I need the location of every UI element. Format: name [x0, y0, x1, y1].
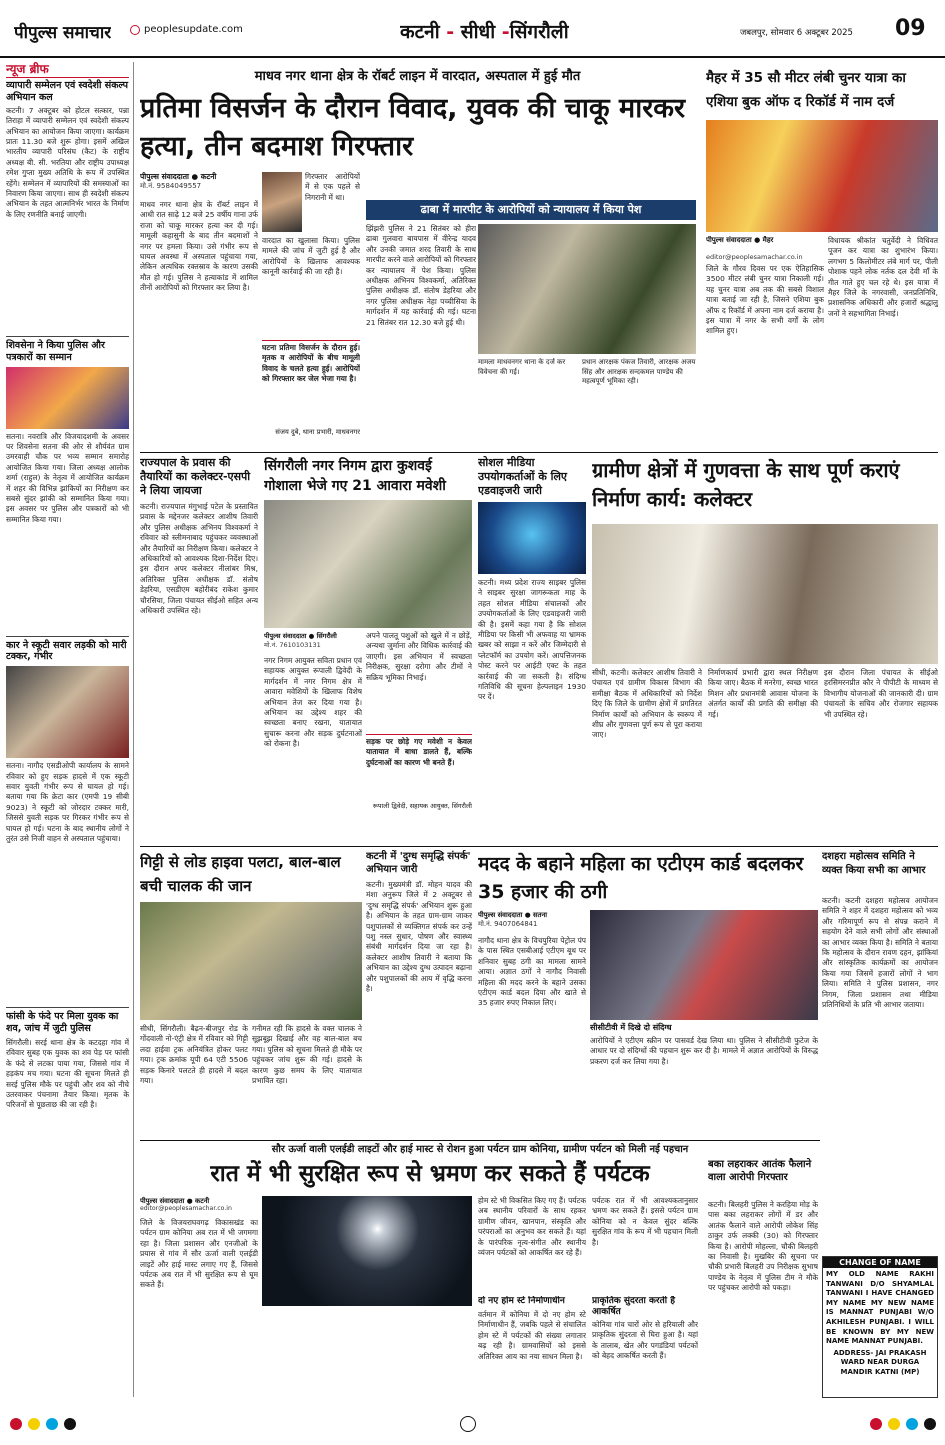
- dhaba-caption: मामला माधवनगर थाना के दर्ज कर विवेचना की गई।: [478, 358, 566, 376]
- dugdh-headline: कटनी में 'दुग्ध समृद्धि संपर्क' अभियान जारी: [366, 851, 471, 875]
- section-katni: कटनी: [400, 21, 440, 43]
- gaushala-quote-box: [366, 734, 472, 842]
- page-number: 09: [895, 16, 926, 41]
- gaushala-headline: सिंगरौली नगर निगम द्वारा कुशवई गोशाला भेजे गए 21 आवारा मवेशी: [264, 458, 446, 494]
- konia-text: वर्तमान में कोनिया में दो नए होम स्टे निर्माणाधीन हैं, जबकि पहले से संचालित होम स्टे में पर्यटकों की संख्या लगातार बढ़ रही है। ग्रामवासियों को इससे अतिरिक्त आय का नया साधन मिला है।: [478, 1310, 586, 1361]
- rajyapal-text: कटनी। राज्यपाल मंगुभाई पटेल के प्रस्तावित प्रवास के मद्देनजर कलेक्टर आशीष तिवारी और पुलिस अधीक्षक अभिनय विश्वकर्मा ने रविवार को स्लीमनाबाद पहुंचकर व्यवस्थाओं और तैयारियों का निरीक्षण किया। कलेक्टर ने अधिकारियों को आवश्यक दिशा-निर्देश दिए। इस दौरान अपर कलेक्टर नीलांबर मिश्र, अतिरिक्त पुलिस अधीक्षक डॉ. संतोष डेहरिया, एसडीएम बहोरीबंद राकेश कुमार चौरसिया, जिला पंचायत सीईओ सहित अन्य अधिकारी उपस्थित रहे।: [140, 502, 258, 616]
- gitti-photo: [140, 902, 362, 1020]
- registration-dot: [46, 1418, 58, 1430]
- gaushala-text: नगर निगम आयुक्त सविता प्रधान एवं सहायक आयुक्त रूपाली द्विवेदी के मार्गदर्शन में नगर निगम क्षेत्र में आवारा मवेशियों के खिलाफ विशेष अभियान तेज कर दिया गया है। अभियान का उद्देश्य शहर की स्वच्छता बनाए रखना, यातायात सुचारू करना और सड़क दुर्घटनाओं को रोकना है।: [264, 656, 362, 749]
- section-sep: -: [439, 21, 461, 43]
- dhaba-caption: प्रधान आरक्षक पंकज तिवारी, आरक्षक अजय सिंह और आरक्षक सन्दकमल पाण्डेय की महत्वपूर्ण भूमिका रही।: [582, 358, 696, 385]
- dhaba-text: झिंझरी पुलिस ने 21 सितंबर को हीरा ढाबा गुलवारा बायपास में वीरेन्द्र यादव और उनकी जमात शरद तिवारी के साथ मारपीट करने वाले आरोपियों को गिरफ्तार कर न्यायालय में पेश किया। पुलिस अधीक्षक अभिनय विश्वकर्मा, अतिरिक्त पुलिस अधीक्षक डॉ. संतोष डेहरिया और नगर पुलिस अधीक्षक नेहा पच्चीसिया के मार्गदर्शन में यह कार्रवाई की गई। घटना 21 सितंबर रात 12.30 बजे हुई थी।: [366, 224, 476, 327]
- brief-text: सिंगरौली। सरई थाना क्षेत्र के कटदहा गांव में रविवार सुबह एक युवक का शव पेड़ पर फांसी के फंदे से लटका पाया गया, जिससे गांव में हड़कंप मच गया। घटना की सूचना मिलते ही सरई पुलिस मौके पर पहुंची और शव को नीचे उतरवाकर पंचनामा तैयार किया। मृतक के परिजनों से पूछताछ की जा रही है।: [6, 1038, 129, 1110]
- change-of-name-title: CHANGE OF NAME: [823, 1257, 937, 1268]
- dateline: जबलपुर, सोमवार 6 अक्टूबर 2025: [740, 28, 853, 38]
- byline-text: पीपुल्स संवाददाता ● कटनी: [140, 1197, 210, 1205]
- konia-text: पर्यटक रात में भी आवश्यकतानुसार भ्रमण कर सकते हैं। इससे पर्यटन ग्राम कोनिया को न केवल सुंदर बल्कि सुरक्षित गांव के रूप में भी पहचान मिली है।: [592, 1196, 698, 1247]
- konia-kicker: सौर ऊर्जा वाली एलईडी लाइटों और हाई मास्ट से रोशन हुआ पर्यटन ग्राम कोनिया, ग्रामीण पर्यटन को मिली नई पहचान: [271, 1144, 689, 1155]
- byline-text: पीपुल्स संवाददाता ● मैहर: [706, 236, 774, 244]
- quote-text: घटना प्रतिमा विसर्जन के दौरान हुई। मृतक व आरोपियों के बीच मामूली विवाद के चलते हत्या हुई। आरोपियों को गिरफ्तार कर जेल भेजा गया है।: [262, 343, 360, 384]
- gitti-headline: गिट्टी से लोड हाइवा पलटा, बाल-बाल बची चालक की जान: [140, 853, 341, 895]
- lead-headline: प्रतिमा विसर्जन के दौरान विवाद, युवक की चाकू मारकर हत्या, तीन बदमाश गिरफ्तार: [140, 93, 686, 162]
- news-brief-label: न्यूज ब्रीफ: [6, 62, 129, 78]
- section-singrauli: सिंगरौली: [509, 21, 569, 43]
- section-sep: -: [495, 21, 510, 43]
- konia-text: जिले के विजयराघवगढ़ विकासखंड का पर्यटन ग्राम कोनिया अब रात में भी जगमगा रहा है। जिला प्रशासन और एनजीओ के प्रयास से गांव में सौर ऊर्जा वाली एलईडी लाइटें और हाई मास्ट लगाए गए हैं, जिससे पर्यटक अब रात में भी सुरक्षित रूप से घूम सकते हैं।: [140, 1218, 258, 1290]
- konia-byline: [140, 1196, 260, 1212]
- konia-subhead: दो नए होम स्टे निर्माणाधीन: [478, 1296, 565, 1306]
- baka-headline: बका लहराकर आतंक फैलाने वाला आरोपी गिरफ्तार: [708, 1159, 812, 1183]
- byline-text: पीपुल्स संवाददाता ● सिंगरौली: [264, 632, 337, 640]
- atm-text: नागौद थाना क्षेत्र के विचपुरिया पेट्रोल पंप के पास स्थित एसबीआई एटीएम बूथ पर शनिवार सुबह ठगी का मामला सामने आया। अज्ञात ठगों ने नागौद निवासी महिला की मदद करने के बहाने उसका एटीएम कार्ड बदल दिया और खाते से 35 हजार रुपए निकाल लिए।: [478, 936, 586, 1008]
- atm-cctv-photo: [590, 910, 818, 1020]
- konia-night-photo: [262, 1196, 472, 1306]
- lead-kicker: माधव नगर थाना क्षेत्र के रॉबर्ट लाइन में वारदात, अस्पताल में हुई मौत: [254, 69, 581, 84]
- dhaba-photo: [478, 224, 696, 354]
- change-of-name-address: ADDRESS- JAI PRAKASH WARD NEAR DURGA MANDIR KATNI (MP): [833, 1348, 927, 1376]
- brief-photo: [6, 367, 129, 429]
- registration-dot: [870, 1418, 882, 1430]
- konia-subhead: प्राकृतिक सुंदरता करती है आकर्षित: [592, 1296, 675, 1317]
- gaushala-byline: [264, 631, 354, 649]
- baka-text: कटनी। बिलहरी पुलिस ने करहिया मोड़ के पास बका लहराकर लोगों में डर और आतंक फैलाने वाले आरोपी लोकेश सिंह ठाकुर उर्फ लक्की (30) को गिरफ्तार किया है। आरोपी मोहल्ला, चौकी बिलहरी का निवासी है। मुखबिर की सूचना पर चौकी प्रभारी बिलहरी उप निरीक्षक सुभाष पाण्डेय के नेतृत्व में पुलिस टीम ने मौके पर पहुंचकर आरोपी को पकड़ा।: [708, 1200, 818, 1293]
- masthead-logo: पीपुल्स समाचार: [14, 23, 112, 43]
- maihar-text: विधायक श्रीकांत चतुर्वेदी ने विधिवत पूजन कर यात्रा का शुभारंभ किया। लगभग 5 किलोमीटर लंबे मार्ग पर, पीली पोशाक पहने लोक नर्तक दल देवी माँ के गीत गाते हुए चल रहे थे। इस यात्रा में मैहर जिले के नगरवासी, जनप्रतिनिधि, प्रशासनिक अधिकारी और हजारों श्रद्धालु जनों ने सहभागिता निभाई।: [828, 236, 938, 318]
- byline-mobile: मो.नं. 7610103131: [264, 641, 321, 649]
- maihar-byline: [706, 236, 826, 261]
- dhaba-headline: ढाबा में मारपीट के आरोपियों को न्यायालय में किया पेश: [366, 200, 696, 220]
- maihar-text: जिले के गौरव दिवस पर एक ऐतिहासिक 3500 मीटर लंबी चुनर यात्रा निकाली गई। यह चुनर यात्रा अब तक की सबसे विशाल यात्रा बताई जा रही है, जिसने एशिया बुक ऑफ द रिकॉर्ड में अपना नाम दर्ज कराया है। इस यात्रा में नगर के सभी वर्गों के लोग शामिल हुए।: [706, 264, 824, 336]
- gaushala-photo: [264, 500, 472, 628]
- gramin-photo: [592, 524, 938, 664]
- brief-headline: फांसी के फंदे पर मिला युवक का शव, जांच में जुटी पुलिस: [6, 1007, 129, 1035]
- gramin-text: सीधी, कटनी। कलेक्टर आशीष तिवारी ने पंचायत एवं ग्रामीण विकास विभाग की समीक्षा बैठक में अधिकारियों को निर्देश दिए कि जिले के ग्रामीण क्षेत्रों में प्रगतिरत निर्माण कार्यों को अभियान के स्वरूप में शीघ्र और गुणवत्ता पूर्ण रूप से पूरा कराया जाए।: [592, 668, 702, 740]
- section-title: [400, 18, 569, 44]
- gaushala-text: अपने पालतू पशुओं को खुले में न छोड़ें, अन्यथा जुर्माना और विधिक कार्रवाई की जाएगी। इस अभियान में स्वच्छता निरीक्षक, सुरक्षा दरोगा और टीमों ने सक्रिय भूमिका निभाई।: [366, 631, 472, 682]
- change-of-name-box: [822, 1256, 938, 1398]
- brief-headline: व्यापारी सम्मेलन एवं स्वदेशी संकल्प अभियान कल: [6, 80, 128, 103]
- lead-quote-box: [262, 340, 360, 450]
- lead-photo-caption: गिरफ्तार आरोपियों में से एक पहले से निगरानी में था।: [305, 172, 360, 202]
- social-text: कटनी। मध्य प्रदेश राज्य साइबर पुलिस ने साइबर सुरक्षा जागरूकता माह के तहत सोशल मीडिया संचालकों और उपयोगकर्ताओं के लिए एडवाइजरी जारी की है। इसमें कहा गया है कि सोशल मीडिया पर किसी भी अफवाह या भ्रामक खबर को साझा न करें और जिम्मेदारी से प्लेटफॉर्म का उपयोग करें। आपत्तिजनक पोस्ट करने पर आईटी एक्ट के तहत कार्रवाई की जा सकती है। संदिग्ध गतिविधि की सूचना हेल्पलाइन 1930 पर दें।: [478, 578, 586, 702]
- gramin-headline: ग्रामीण क्षेत्रों में गुणवत्ता के साथ पूर्ण कराएं निर्माण कार्य: कलेक्टर: [592, 458, 900, 511]
- byline-text: पीपुल्स संवाददाता ● सतना: [478, 911, 548, 919]
- rajyapal-headline: राज्यपाल के प्रवास की तैयारियों का कलेक्टर-एसपी ने लिया जायजा: [140, 456, 251, 497]
- byline-mobile: मो.नं. 9584049557: [140, 182, 202, 190]
- divider: [140, 452, 938, 453]
- brief-photo: [6, 666, 129, 758]
- byline-mobile: मो.नं. 9407064841: [478, 920, 538, 928]
- registration-dot: [906, 1418, 918, 1430]
- lead-text: वारदात का खुलासा किया। पुलिस मामले की जांच में जुटी हुई है और आरोपियों के खिलाफ आवश्यक कानूनी कार्रवाई की जा रही है।: [262, 236, 360, 277]
- maihar-photo: [706, 120, 938, 232]
- atm-caption: सीसीटीवी में दिखे दो संदिग्ध: [590, 1023, 672, 1032]
- registration-dot: [28, 1418, 40, 1430]
- gitti-text: गनीमत रही कि हादसे के वक्त चालक ने सूझबूझ दिखाई और वह बाल-बाल बच गया। पुलिस को सूचना मिलते ही मौके पर पहुंचकर जांच शुरू की गई। हादसे के कारण कुछ समय के लिए यातायात प्रभावित रहा।: [252, 1024, 362, 1086]
- registration-dot: [888, 1418, 900, 1430]
- dugdh-text: कटनी। मुख्यमंत्री डॉ. मोहन यादव की मंशा अनुरूप जिले में 2 अक्टूबर से 'दुग्ध समृद्धि संपर्क' अभियान शुरू हुआ है। अभियान के तहत ग्राम-ग्राम जाकर पशुपालकों से व्यक्तिगत संपर्क कर उन्हें पशु नस्ल सुधार, पोषण और स्वास्थ्य संबंधी मार्गदर्शन दिया जा रहा है। कलेक्टर आशीष तिवारी ने बताया कि अभियान का उद्देश्य दुग्ध उत्पादन बढ़ाना और पशुपालकों की आय में वृद्धि करना है।: [366, 880, 472, 994]
- gramin-text: इस दौरान जिला पंचायत के सीईओ हरसिमरनप्रीत कौर ने पीपीटी के माध्यम से विभागीय योजनाओं की जानकारी दी। ग्राम पंचायतों के सचिव और रोजगार सहायक भी उपस्थित रहे।: [824, 668, 938, 719]
- atm-text: आरोपियों ने एटीएम स्क्रीन पर पासवर्ड देख लिया था। पुलिस ने सीसीटीवी फुटेज के आधार पर दो संदिग्धों की पहचान शुरू कर दी है। मामले में अज्ञात आरोपियों के विरुद्ध प्रकरण दर्ज कर लिया गया है।: [590, 1036, 818, 1066]
- dussehra-text: कटनी। कटनी दशहरा महोत्सव आयोजन समिति ने शहर में दशहरा महोत्सव को भव्य और गरिमापूर्ण रूप से संपन्न कराने में सहयोग देने वाले सभी लोगों और संस्थाओं का आभार व्यक्त किया है। समिति ने बताया कि महोत्सव के दौरान रावण दहन, झांकियां और सांस्कृतिक कार्यक्रमों का आयोजन किया गया जिसमें हजारों लोगों ने भाग लिया। समिति ने पुलिस प्रशासन, नगर निगम, जिला प्रशासन तथा मीडिया प्रतिनिधियों के प्रति भी आभार जताया।: [822, 896, 938, 1010]
- accused-photo: [262, 172, 302, 232]
- byline-text: पीपुल्स संवाददाता ● कटनी: [140, 172, 217, 181]
- social-headline: सोशल मीडिया उपयोगकर्ताओं के लिए एडवाइजरी जारी: [478, 456, 568, 497]
- globe-icon: [130, 25, 140, 35]
- website-label[interactable]: peoplesupdate.com: [144, 24, 243, 35]
- quote-author: रूपाली द्विवेदी, सहायक आयुक्त, सिंगरौली: [372, 802, 472, 810]
- section-sidhi: सीधी: [460, 21, 496, 43]
- maihar-headline: मैहर में 35 सौ मीटर लंबी चुनर यात्रा का एशिया बुक ऑफ द रिकॉर्ड में नाम दर्ज: [706, 70, 906, 110]
- atm-byline: [478, 910, 588, 928]
- brief-text: कटनी। 7 अक्टूबर को होटल सत्कार, पन्ना तिराहा में व्यापारी सम्मेलन एवं स्वदेशी संकल्प अभियान का आयोजन किया जाएगा। कार्यक्रम प्रातः 11.30 बजे शुरू होगा। इसमें अखिल भारतीय व्यापारी परिसंघ (कैट) के राष्ट्रीय अध्यक्ष बी. सी. भरतिया और राष्ट्रीय उपाध्यक्ष रमेश गुप्ता मुख्य अतिथि के रूप में उपस्थित रहेंगे। सम्मेलन में व्यापारियों की समस्याओं का निवारण किया जाएगा। साथ ही स्वदेशी संकल्प अभियान के तहत आत्मनिर्भर भारत के निर्माण के लिए रणनीति बनाई जाएगी।: [6, 105, 129, 219]
- registration-cross: [460, 1416, 476, 1432]
- konia-headline: रात में भी सुरक्षित रूप से भ्रमण कर सकते हैं पर्यटक: [210, 1161, 650, 1187]
- konia-text: कोनिया गांव चारों ओर से हरियाली और प्राकृतिक सुंदरता से घिरा हुआ है। यहां के तालाब, खेत और पगडंडियां पर्यटकों को बेहद आकर्षित करती हैं।: [592, 1320, 698, 1361]
- quote-text: सड़क पर छोड़े गए मवेशी न केवल यातायात में बाधा डालते हैं, बल्कि दुर्घटनाओं का कारण भी बनते हैं।: [366, 737, 472, 767]
- byline-email: editor@peoplesamachar.co.in: [706, 253, 803, 261]
- registration-dot: [10, 1418, 22, 1430]
- konia-text: होम स्टे भी विकसित किए गए हैं। पर्यटक अब स्थानीय परिवारों के साथ रहकर ग्रामीण जीवन, खानपान, संस्कृति और परंपराओं का अनुभव कर सकते हैं। यहां के पारंपरिक नृत्य-संगीत और स्थानीय व्यंजन पर्यटकों को आकर्षित कर रहे हैं।: [478, 1196, 586, 1258]
- brief-text: सतना। नवरात्रि और विजयादशमी के अवसर पर शिवसेना सतना की ओर से शौर्यवंत ग्राम उमरवाही चौक पर भव्य सम्मान समारोह आयोजित किया गया। जिला अध्यक्ष आलोक शर्मा (राहुल) के नेतृत्व में आयोजित कार्यक्रम में शहर की विभिन्न झांकियों का निरीक्षण कर सबसे सुंदर झांकी को सम्मानित किया गया। इस अवसर पर पुलिस और पत्रकारों को भी सम्मानित किया गया।: [6, 431, 129, 524]
- change-of-name-text: MY OLD NAME RAKHI TANWANI D/O SHYAMLAL TANWANI I HAVE CHANGED MY NAME MY NEW NAME IS MANNAT PUNJABI W/O AKHILESH PUNJABI. I WILL BE KNOWN BY MY NEW NAME MANNAT PUNJABI.: [826, 1270, 934, 1346]
- quote-author: संजय दुबे, थाना प्रभारी, माधवनगर: [275, 428, 360, 436]
- social-graphic: [478, 502, 586, 574]
- byline-email: editor@peoplesamachar.co.in: [140, 1205, 232, 1212]
- dussehra-headline: दशहरा महोत्सव समिति ने व्यक्त किया सभी का आभार: [822, 851, 926, 876]
- lead-text: माधव नगर थाना क्षेत्र के रॉबर्ट लाइन में आधी रात साढ़े 12 बजे 25 वर्षीय गाना उर्फ राजा को चाकू मारकर हत्या कर दी गई। मामूली कहासुनी के बाद तीन बदमाशों ने नगर पर हमला किया। उसे गंभीर रूप से घायल अवस्था में अस्पताल पहुंचाया गया, लेकिन अत्यधिक रक्तस्राव के कारण उसकी मौत हो गई। पुलिस ने हत्याकांड में शामिल तीनों आरोपियों को गिरफ्तार कर लिया है।: [140, 200, 258, 293]
- registration-dot: [64, 1418, 76, 1430]
- brief-headline: शिवसेना ने किया पुलिस और पत्रकारों का सम्मान: [6, 336, 129, 364]
- gramin-text: निर्माणकार्य प्रभारी द्वारा स्थल निरीक्षण किया जाए। बैठक में मनरेगा, स्वच्छ भारत मिशन और प्रधानमंत्री आवास योजना के अंतर्गत कार्यों की प्रगति की समीक्षा की गई।: [708, 668, 818, 719]
- gitti-text: सीधी, सिंगरौली। बैढ़न-बीजपुर रोड के गोंदवाली नो-एंट्री क्षेत्र में रविवार को गिट्टी लदा हाईवा ट्रक अनियंत्रित होकर पलट गया। ट्रक क्रमांक यूपी 64 एटी 5506 सड़क किनारे पलटते ही हादसे में बदल गया।: [140, 1024, 248, 1086]
- brief-text: सतना। नागौद एसडीओपी कार्यालय के सामने रविवार को हुए सड़क हादसे में एक स्कूटी सवार युवती गंभीर रूप से घायल हो गई। बताया गया कि क्रेटा कार (एमपी 19 सीबी 9023) ने स्कूटी को जोरदार टक्कर मारी, जिससे युवती सड़क पर गिरकर गंभीर रूप से घायल हो गई। घटना के बाद स्थानीय लोगों ने तुरंत उसे निजी वाहन से अस्पताल पहुंचाया।: [6, 761, 129, 844]
- brief-headline: कार ने स्कूटी सवार लड़की को मारी टक्कर, गंभीर: [6, 636, 129, 664]
- masthead-bar: [0, 0, 945, 58]
- divider: [140, 846, 938, 847]
- registration-marks: [0, 1410, 945, 1440]
- divider: [140, 1140, 820, 1141]
- atm-headline: मदद के बहाने महिला का एटीएम कार्ड बदलकर 35 हजार की ठगी: [478, 853, 804, 903]
- news-brief-column: [6, 62, 134, 1397]
- registration-dot: [924, 1418, 936, 1430]
